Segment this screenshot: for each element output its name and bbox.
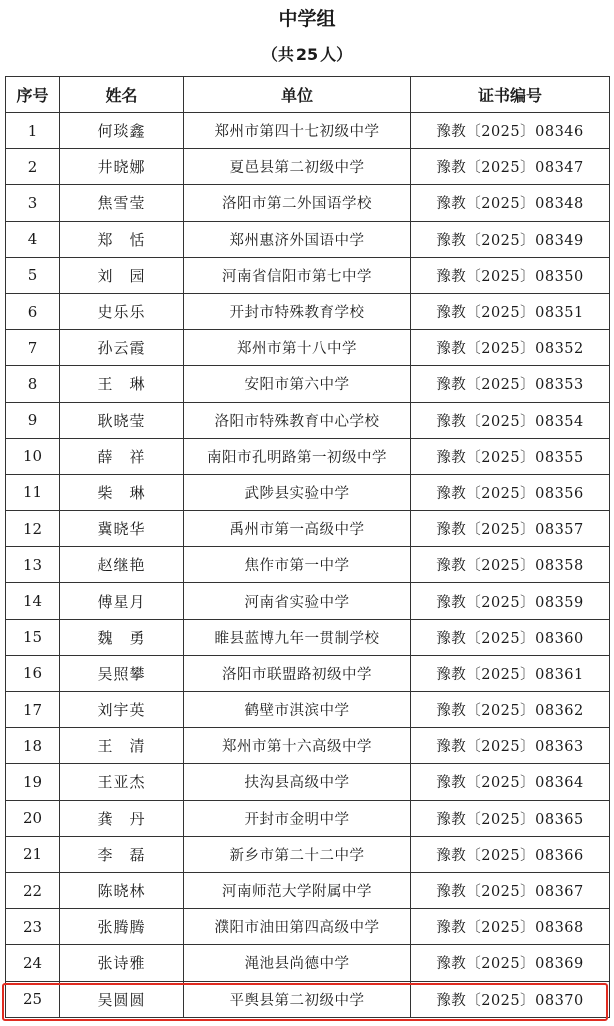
table-row — [6, 474, 610, 510]
row-unit: 郑州市第十八中学 — [184, 330, 411, 366]
row-unit: 开封市金明中学 — [184, 800, 411, 836]
row-name: 张诗雅 — [60, 945, 184, 981]
row-index: 2 — [6, 149, 60, 185]
row-name: 井晓娜 — [60, 149, 184, 185]
row-name: 张腾腾 — [60, 909, 184, 945]
row-name: 刘宇英 — [60, 692, 184, 728]
row-unit: 郑州市第四十七初级中学 — [184, 113, 411, 149]
table-body — [6, 113, 610, 1018]
row-unit: 新乡市第二十二中学 — [184, 836, 411, 872]
row-name: 傅星月 — [60, 583, 184, 619]
row-certificate: 豫教〔2025〕08352 — [411, 330, 610, 366]
row-unit: 夏邑县第二初级中学 — [184, 149, 411, 185]
table-row — [6, 728, 610, 764]
count-suffix: 人） — [320, 45, 353, 64]
header-certificate: 证书编号 — [411, 77, 610, 113]
header-unit: 单位 — [184, 77, 411, 113]
row-index: 11 — [6, 474, 60, 510]
row-certificate: 豫教〔2025〕08346 — [411, 113, 610, 149]
row-index: 21 — [6, 836, 60, 872]
row-certificate: 豫教〔2025〕08370 — [411, 981, 610, 1017]
row-certificate: 豫教〔2025〕08351 — [411, 293, 610, 329]
row-certificate: 豫教〔2025〕08348 — [411, 185, 610, 221]
row-certificate: 豫教〔2025〕08366 — [411, 836, 610, 872]
row-unit: 焦作市第一中学 — [184, 547, 411, 583]
table-row — [6, 547, 610, 583]
row-name: 王 琳 — [60, 366, 184, 402]
row-index: 25 — [6, 981, 60, 1017]
table-row — [6, 402, 610, 438]
row-index: 6 — [6, 293, 60, 329]
table-row — [6, 800, 610, 836]
row-name: 耿晓莹 — [60, 402, 184, 438]
table-row — [6, 113, 610, 149]
table-row — [6, 655, 610, 691]
table-row — [6, 764, 610, 800]
row-index: 24 — [6, 945, 60, 981]
row-certificate: 豫教〔2025〕08368 — [411, 909, 610, 945]
row-certificate: 豫教〔2025〕08365 — [411, 800, 610, 836]
row-unit: 平舆县第二初级中学 — [184, 981, 411, 1017]
row-name: 史乐乐 — [60, 293, 184, 329]
row-name: 柴 琳 — [60, 474, 184, 510]
table-row — [6, 293, 610, 329]
award-table — [5, 76, 610, 1018]
row-index: 16 — [6, 655, 60, 691]
table-row — [6, 330, 610, 366]
row-index: 5 — [6, 257, 60, 293]
row-unit: 安阳市第六中学 — [184, 366, 411, 402]
row-certificate: 豫教〔2025〕08364 — [411, 764, 610, 800]
row-certificate: 豫教〔2025〕08356 — [411, 474, 610, 510]
table-header-row — [6, 77, 610, 113]
row-index: 13 — [6, 547, 60, 583]
row-certificate: 豫教〔2025〕08353 — [411, 366, 610, 402]
row-index: 3 — [6, 185, 60, 221]
table-row — [6, 257, 610, 293]
row-index: 1 — [6, 113, 60, 149]
table-row — [6, 185, 610, 221]
row-unit: 郑州惠济外国语中学 — [184, 221, 411, 257]
row-index: 19 — [6, 764, 60, 800]
table-row — [6, 692, 610, 728]
row-unit: 郑州市第十六高级中学 — [184, 728, 411, 764]
row-name: 陈晓林 — [60, 872, 184, 908]
row-certificate: 豫教〔2025〕08358 — [411, 547, 610, 583]
row-name: 赵继艳 — [60, 547, 184, 583]
row-unit: 洛阳市特殊教育中心学校 — [184, 402, 411, 438]
row-unit: 鹤壁市淇滨中学 — [184, 692, 411, 728]
table-row — [6, 511, 610, 547]
row-certificate: 豫教〔2025〕08350 — [411, 257, 610, 293]
row-certificate: 豫教〔2025〕08367 — [411, 872, 610, 908]
table-row — [6, 221, 610, 257]
row-unit: 扶沟县高级中学 — [184, 764, 411, 800]
row-unit: 渑池县尚德中学 — [184, 945, 411, 981]
row-name: 何琰鑫 — [60, 113, 184, 149]
row-unit: 禹州市第一高级中学 — [184, 511, 411, 547]
row-name: 王 清 — [60, 728, 184, 764]
table-row — [6, 945, 610, 981]
table-row — [6, 909, 610, 945]
row-name: 冀晓华 — [60, 511, 184, 547]
row-index: 17 — [6, 692, 60, 728]
row-certificate: 豫教〔2025〕08363 — [411, 728, 610, 764]
row-index: 14 — [6, 583, 60, 619]
row-unit: 武陟县实验中学 — [184, 474, 411, 510]
count-prefix: （共 — [261, 45, 294, 64]
row-unit: 河南省信阳市第七中学 — [184, 257, 411, 293]
row-index: 22 — [6, 872, 60, 908]
row-certificate: 豫教〔2025〕08354 — [411, 402, 610, 438]
row-name: 王亚杰 — [60, 764, 184, 800]
participant-count — [0, 44, 614, 66]
section-title: 中学组 — [278, 8, 336, 30]
row-index: 7 — [6, 330, 60, 366]
row-unit: 南阳市孔明路第一初级中学 — [184, 438, 411, 474]
row-certificate: 豫教〔2025〕08359 — [411, 583, 610, 619]
row-name: 李 磊 — [60, 836, 184, 872]
row-unit: 洛阳市第二外国语学校 — [184, 185, 411, 221]
header-index: 序号 — [6, 77, 60, 113]
row-unit: 洛阳市联盟路初级中学 — [184, 655, 411, 691]
row-name: 吴照攀 — [60, 655, 184, 691]
row-unit: 濮阳市油田第四高级中学 — [184, 909, 411, 945]
row-certificate: 豫教〔2025〕08349 — [411, 221, 610, 257]
row-certificate: 豫教〔2025〕08347 — [411, 149, 610, 185]
row-index: 18 — [6, 728, 60, 764]
row-name: 魏 勇 — [60, 619, 184, 655]
row-name: 孙云霞 — [60, 330, 184, 366]
row-unit: 睢县蓝博九年一贯制学校 — [184, 619, 411, 655]
row-name: 焦雪莹 — [60, 185, 184, 221]
count-number: 25 — [295, 45, 319, 64]
row-name: 薛 祥 — [60, 438, 184, 474]
row-unit: 河南省实验中学 — [184, 583, 411, 619]
row-index: 8 — [6, 366, 60, 402]
table-row — [6, 981, 610, 1017]
row-name: 郑 恬 — [60, 221, 184, 257]
row-index: 23 — [6, 909, 60, 945]
row-unit: 开封市特殊教育学校 — [184, 293, 411, 329]
table-row — [6, 366, 610, 402]
table-row — [6, 438, 610, 474]
row-index: 15 — [6, 619, 60, 655]
row-index: 10 — [6, 438, 60, 474]
row-unit: 河南师范大学附属中学 — [184, 872, 411, 908]
row-name: 刘 园 — [60, 257, 184, 293]
row-index: 9 — [6, 402, 60, 438]
table-row — [6, 619, 610, 655]
row-name: 龚 丹 — [60, 800, 184, 836]
row-index: 20 — [6, 800, 60, 836]
row-certificate: 豫教〔2025〕08357 — [411, 511, 610, 547]
row-certificate: 豫教〔2025〕08355 — [411, 438, 610, 474]
row-certificate: 豫教〔2025〕08360 — [411, 619, 610, 655]
row-certificate: 豫教〔2025〕08361 — [411, 655, 610, 691]
row-index: 4 — [6, 221, 60, 257]
table-row — [6, 149, 610, 185]
table-row — [6, 583, 610, 619]
table-row — [6, 872, 610, 908]
row-name: 吴圆圆 — [60, 981, 184, 1017]
row-certificate: 豫教〔2025〕08369 — [411, 945, 610, 981]
row-index: 12 — [6, 511, 60, 547]
row-certificate: 豫教〔2025〕08362 — [411, 692, 610, 728]
table-row — [6, 836, 610, 872]
header-name: 姓名 — [60, 77, 184, 113]
